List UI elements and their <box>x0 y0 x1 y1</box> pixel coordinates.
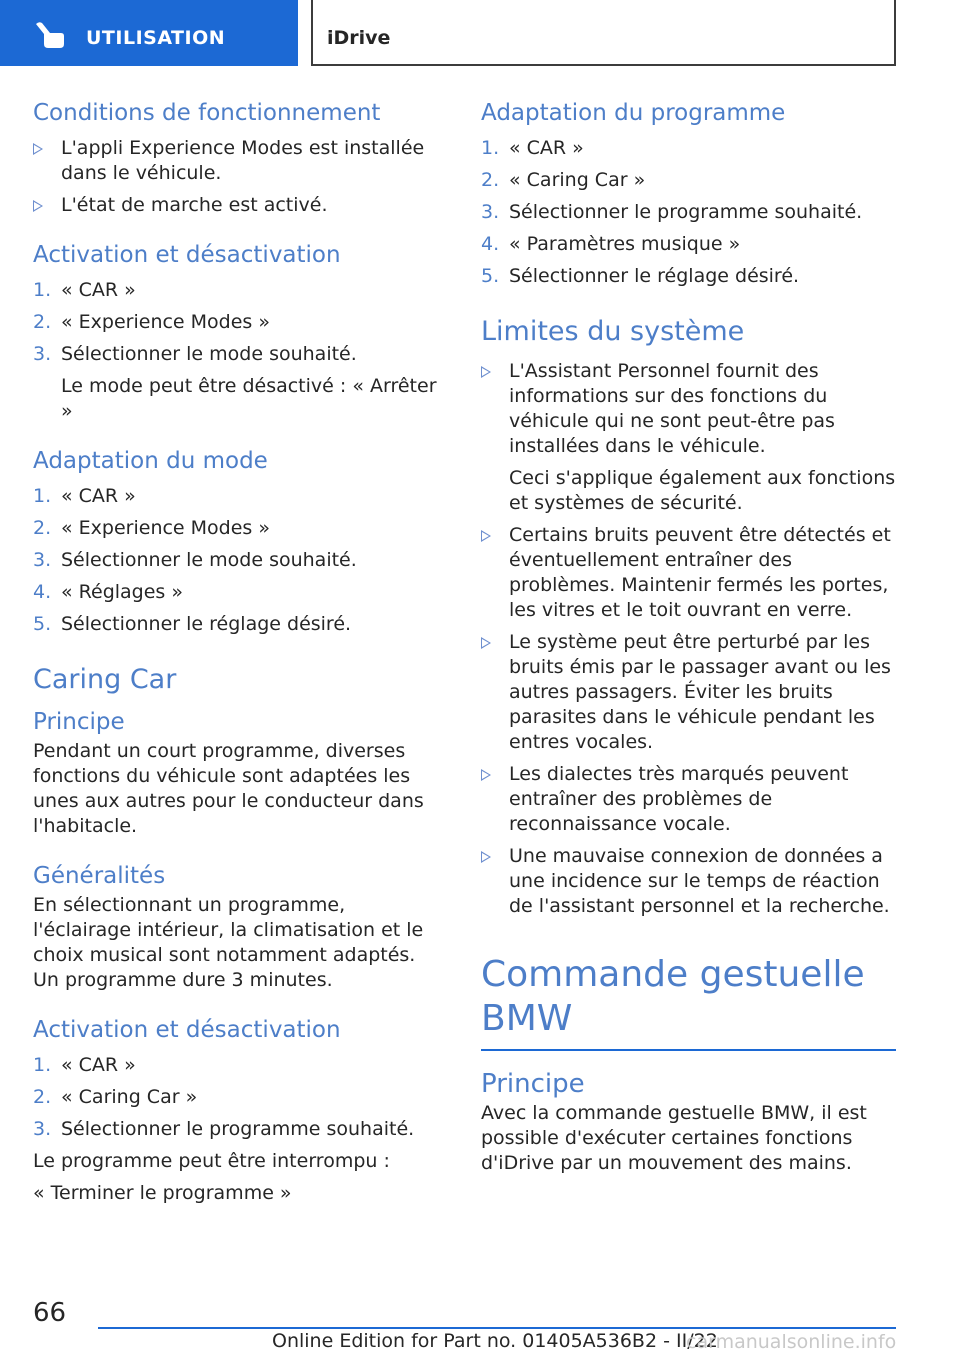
list-item: Une mauvaise connexion de données a une incidence sur le temps de réaction de l'assistant personnel et la recherche. <box>481 844 896 919</box>
list-item: 1. « CAR » <box>481 137 584 159</box>
triangle-bullet-icon <box>481 637 491 649</box>
triangle-bullet-icon <box>481 769 491 781</box>
adaptation-programme-steps <box>481 136 896 289</box>
list-item: 2. « Caring Car » <box>33 1086 198 1108</box>
activation-steps <box>33 278 443 367</box>
conditions-heading: Conditions de fonctionnement <box>33 100 381 126</box>
watermark: carmanualsonline.info <box>686 1331 897 1353</box>
list-item: Certains bruits peuvent être détectés et éventuellement entraîner des problèmes. Maintenir fermés les portes, les vitres et le toit ouvrant en verre. <box>481 523 896 623</box>
interrupt-action: « Terminer le programme » <box>33 1182 292 1204</box>
breadcrumb <box>311 0 896 66</box>
adaptation-programme-heading: Adaptation du programme <box>481 100 786 126</box>
footer-divider <box>98 1327 896 1329</box>
gesture-control-heading: Commande gestuelle BMW <box>481 953 896 1051</box>
left-column <box>33 98 443 1213</box>
limites-note: Ceci s'applique également aux fonctions et systèmes de sécurité. <box>509 467 896 514</box>
breadcrumb-label: iDrive <box>327 27 391 49</box>
list-item: 1. « CAR » <box>33 485 136 507</box>
gesture-principe-heading: Principe <box>481 1069 585 1099</box>
list-item: Les dialectes très marqués peuvent entraîner des problèmes de reconnaissance vocale. <box>481 762 896 837</box>
gesture-principe-text: Avec la commande gestuelle BMW, il est possible d'exécuter certaines fonctions d'iDrive par un mouvement des mains. <box>481 1102 867 1174</box>
generalites-text: En sélectionnant un programme, l'éclairage intérieur, la climatisation et le choix musical sont notamment adaptés. Un programme dure 3 minutes. <box>33 894 424 991</box>
chapter-tab <box>0 0 298 66</box>
caring-activation-heading: Activation et désactivation <box>33 1017 341 1043</box>
pointing-hand-icon <box>32 22 68 50</box>
list-item: L'état de marche est activé. <box>33 193 443 218</box>
page-number: 66 <box>33 1298 67 1328</box>
conditions-list <box>33 136 443 218</box>
list-item: L'appli Experience Modes est installée dans le véhicule. <box>33 136 443 186</box>
list-item: 3. Sélectionner le mode souhaité. <box>33 343 357 365</box>
caring-principe-heading: Principe <box>33 709 125 735</box>
chapter-title: UTILISATION <box>86 27 226 49</box>
limites-heading: Limites du système <box>481 316 745 347</box>
list-item: L'Assistant Personnel fournit des informations sur des fonctions du véhicule qui ne sont peut-être pas installées dans le véhicule. <box>481 359 896 459</box>
adaptation-mode-heading: Adaptation du mode <box>33 448 268 474</box>
caring-activation-steps <box>33 1053 443 1142</box>
right-column <box>481 98 896 1183</box>
list-item: Le système peut être perturbé par les bruits émis par le passager avant ou les autres passagers. Éviter les bruits parasites dans le véhicule pendant les entres vocales. <box>481 630 896 755</box>
list-item: 1. « CAR » <box>33 1054 136 1076</box>
generalites-heading: Généralités <box>33 863 166 889</box>
interrupt-text: Le programme peut être interrompu : <box>33 1150 390 1172</box>
caring-principe-text: Pendant un court programme, diverses fonctions du véhicule sont adaptées les unes aux autres pour le conducteur dans l'habitacle. <box>33 740 424 837</box>
list-item: 2. « Experience Modes » <box>33 517 270 539</box>
activation-heading: Activation et désactivation <box>33 242 341 268</box>
list-item: 4. « Paramètres musique » <box>481 233 741 255</box>
limites-list-continued <box>481 523 896 919</box>
triangle-bullet-icon <box>33 143 43 155</box>
list-item: 4. « Réglages » <box>33 581 183 603</box>
limites-list <box>481 359 896 459</box>
page-header <box>0 0 960 66</box>
triangle-bullet-icon <box>33 200 43 212</box>
list-item: 3. Sélectionner le programme souhaité. <box>33 1118 415 1140</box>
triangle-bullet-icon <box>481 530 491 542</box>
list-item: 2. « Experience Modes » <box>33 311 270 333</box>
list-item: 2. « Caring Car » <box>481 169 646 191</box>
list-item: 1. « CAR » <box>33 279 136 301</box>
list-item: 3. Sélectionner le programme souhaité. <box>481 201 863 223</box>
triangle-bullet-icon <box>481 366 491 378</box>
list-item: 3. Sélectionner le mode souhaité. <box>33 549 357 571</box>
footer-edition: Online Edition for Part no. 01405A536B2 - II/22 <box>272 1330 718 1352</box>
activation-note: Le mode peut être désactivé : « Arrêter » <box>61 375 437 422</box>
list-item: 5. Sélectionner le réglage désiré. <box>481 265 800 287</box>
list-item: 5. Sélectionner le réglage désiré. <box>33 613 352 635</box>
triangle-bullet-icon <box>481 851 491 863</box>
caring-car-heading: Caring Car <box>33 664 177 695</box>
adaptation-mode-steps <box>33 484 443 637</box>
